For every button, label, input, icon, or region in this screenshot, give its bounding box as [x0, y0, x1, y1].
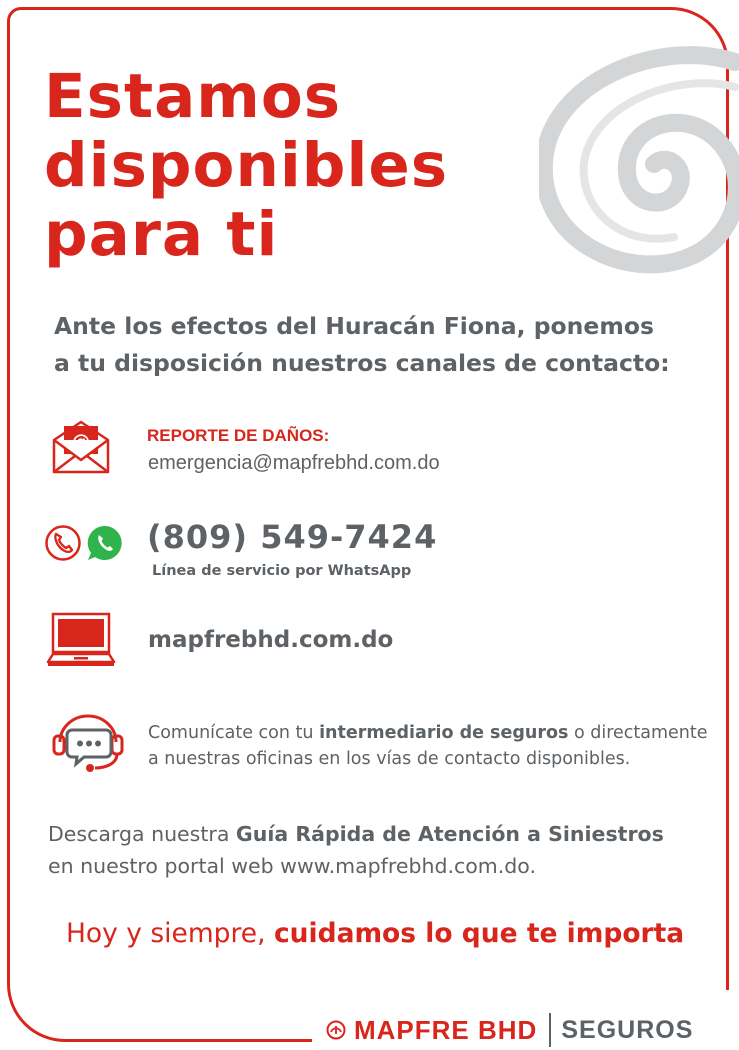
- damage-report-label: REPORTE DE DAÑOS:: [147, 426, 330, 445]
- tagline: Hoy y siempre, cuidamos lo que te importa: [66, 918, 685, 949]
- brand-name: MAPFRE BHD: [354, 1014, 538, 1045]
- guide-text: [48, 818, 718, 882]
- intro-line-1: Ante los efectos del Huracán Fiona, ponemos: [54, 312, 654, 340]
- brand-logo: [326, 1012, 693, 1048]
- whatsapp-caption: Línea de servicio por WhatsApp: [152, 563, 412, 579]
- phone-number[interactable]: (809) 549-7424: [147, 518, 438, 556]
- logo-divider: [549, 1013, 551, 1047]
- phone-icon: [44, 524, 82, 562]
- headline-line-3: para ti: [44, 199, 279, 270]
- agent-contact-text: [148, 720, 708, 772]
- guide-line-2: en nuestro portal web www.mapfrebhd.com.do.: [48, 854, 537, 878]
- intermediary-highlight: intermediario de seguros: [319, 723, 569, 743]
- envelope-icon: [52, 420, 110, 474]
- intro-text: [54, 308, 714, 382]
- swirl-graphic: [539, 42, 739, 282]
- headline-line-1: Estamos: [44, 61, 342, 132]
- headline-line-2: disponibles: [44, 130, 449, 201]
- mapfre-mark-icon: [326, 1020, 346, 1040]
- email-link[interactable]: emergencia@mapfrebhd.com.do: [148, 452, 440, 474]
- guide-line-1: Descarga nuestra Guía Rápida de Atención a Siniestros: [48, 822, 664, 846]
- headset-chat-icon: [50, 712, 126, 774]
- agent-contact-line-2: a nuestras oficinas en los vías de contacto disponibles.: [148, 749, 631, 769]
- intro-line-2: a tu disposición nuestros canales de contacto:: [54, 349, 670, 377]
- laptop-icon: [46, 612, 116, 670]
- headline: [44, 62, 448, 269]
- agent-contact-line-1: Comunícate con tu intermediario de seguros o directamente: [148, 723, 708, 743]
- whatsapp-icon: [86, 524, 124, 562]
- guide-title: Guía Rápida de Atención a Siniestros: [235, 822, 664, 846]
- website-link[interactable]: mapfrebhd.com.do: [148, 627, 394, 653]
- brand-sub: SEGUROS: [561, 1015, 694, 1044]
- tagline-highlight: cuidamos lo que te importa: [273, 918, 685, 949]
